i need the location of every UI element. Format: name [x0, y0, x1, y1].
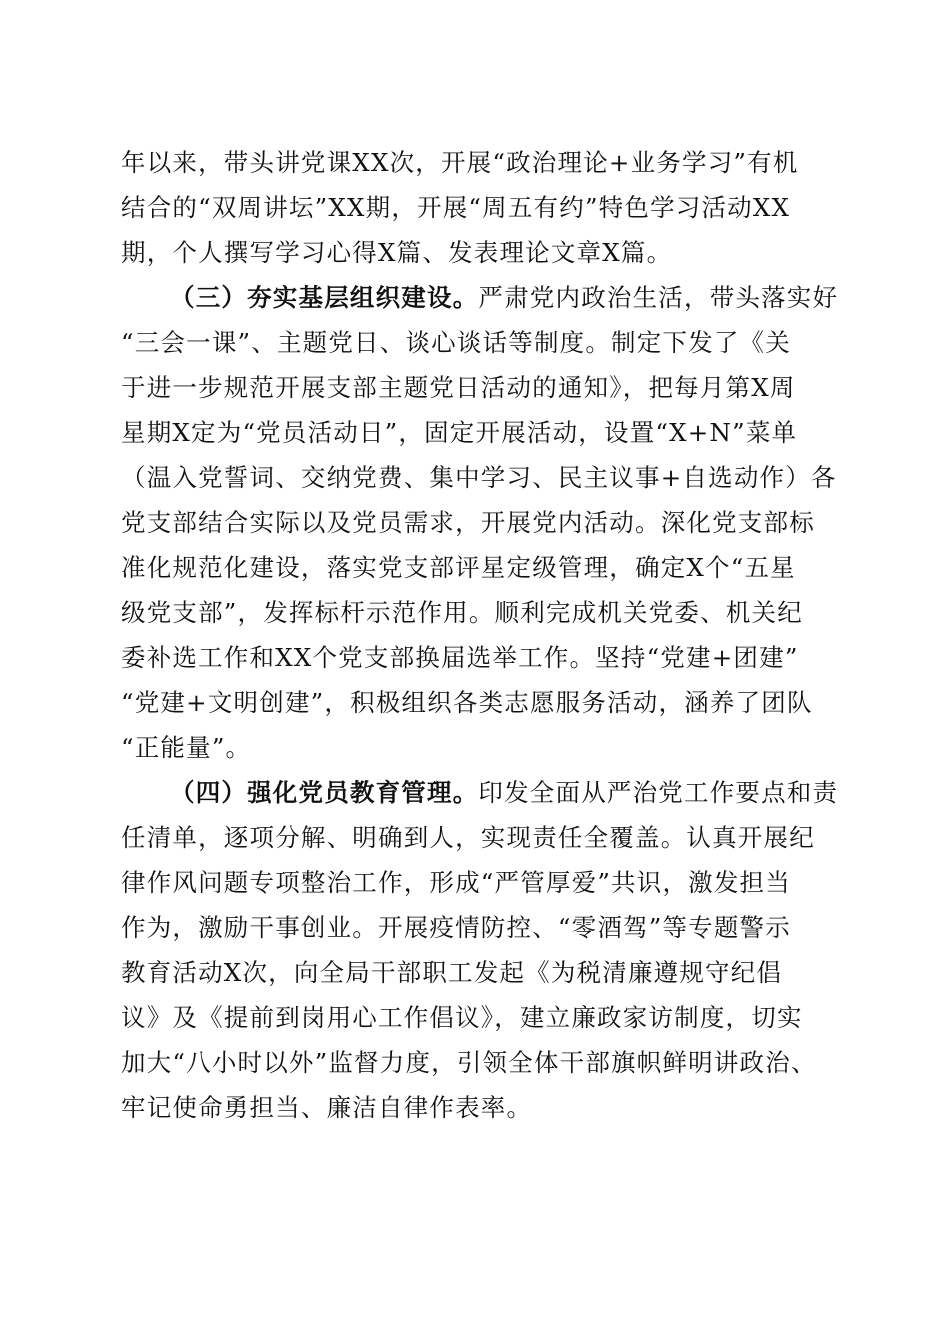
paragraph-line: 年以来，带头讲党课XX次，开展“政治理论+业务学习”有机	[121, 148, 799, 177]
section-heading-3: （三）夯实基层组织建设。	[170, 283, 479, 312]
paragraph-line-rest: 印发全面从严治党工作要点和责	[478, 778, 839, 807]
document-body	[121, 140, 841, 1130]
paragraph-line: 委补选工作和XX个党支部换届选举工作。坚持“党建+团建”	[121, 643, 799, 672]
paragraph-line: 星期X定为“党员活动日”，固定开展活动，设置“X+N”菜单	[121, 418, 798, 447]
paragraph-line: “正能量”。	[121, 733, 252, 762]
paragraph-line: 教育活动X次，向全局干部职工发起《为税清廉遵规守纪倡	[121, 958, 783, 987]
paragraph-line: “三会一课”、主题党日、谈心谈话等制度。制定下发了《关	[121, 328, 791, 357]
paragraph-line: 任清单，逐项分解、明确到人，实现责任全覆盖。认真开展纪	[121, 823, 815, 852]
paragraph-line: 级党支部”，发挥标杆示范作用。顺利完成机关党委、机关纪	[121, 598, 803, 627]
paragraph-first-line	[121, 275, 841, 320]
paragraph-line: 加大“八小时以外”监督力度，引领全体干部旗帜鲜明讲政治、	[121, 1048, 817, 1077]
paragraph-line: 党支部结合实际以及党员需求，开展党内活动。深化党支部标	[121, 508, 815, 537]
paragraph-line: 准化规范化建设，落实党支部评星定级管理，确定X个“五星	[121, 553, 796, 582]
paragraph-line: 作为，激励干事创业。开展疫情防控、“零酒驾”等专题警示	[121, 913, 791, 942]
paragraph-study-activities	[121, 140, 841, 275]
section-heading-4: （四）强化党员教育管理。	[170, 778, 479, 807]
paragraph-first-line	[121, 770, 841, 815]
paragraph-line-rest: 严肃党内政治生活，带头落实好	[478, 283, 839, 312]
paragraph-line: 议》及《提前到岗用心工作倡议》，建立廉政家访制度，切实	[121, 1003, 803, 1032]
paragraph-member-education	[121, 770, 841, 1130]
paragraph-line: 期，个人撰写学习心得X篇、发表理论文章X篇。	[121, 238, 673, 267]
paragraph-grassroots-organization	[121, 275, 841, 770]
paragraph-line: 结合的“双周讲坛”XX期，开展“周五有约”特色学习活动XX	[121, 193, 791, 222]
paragraph-line: （温入党誓词、交纳党费、集中学习、民主议事+自选动作）各	[121, 463, 837, 492]
paragraph-line: 牢记使命勇担当、廉洁自律作表率。	[121, 1093, 533, 1122]
paragraph-line: 律作风问题专项整治工作，形成“严管厚爱”共识，激发担当	[121, 868, 791, 897]
paragraph-line: 于进一步规范开展支部主题党日活动的通知》，把每月第X周	[121, 373, 796, 402]
paragraph-line: “党建+文明创建”，积极组织各类志愿服务活动，涵养了团队	[121, 688, 813, 717]
